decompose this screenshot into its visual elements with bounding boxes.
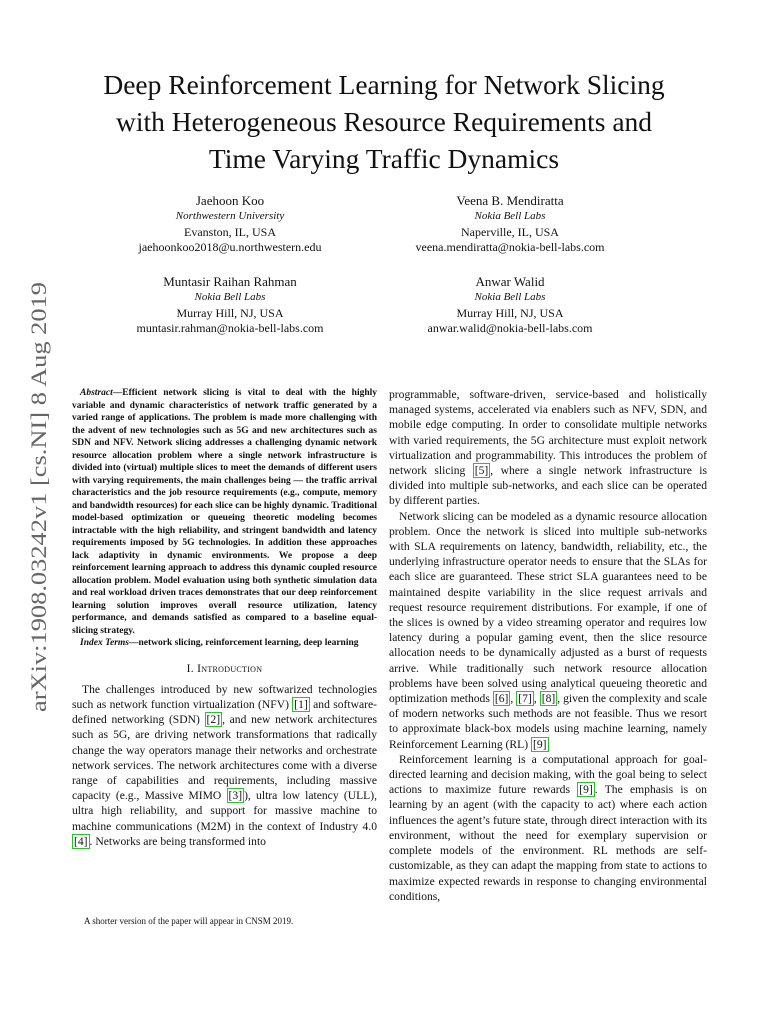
author-location: Naperville, IL, USA bbox=[461, 224, 559, 239]
author-email: muntasir.rahman@nokia-bell-labs.com bbox=[136, 321, 324, 335]
abstract-label: Abstract bbox=[80, 388, 113, 398]
body-text: Reinforcement learning is a computational approach for goal-directed learning and decision making, with the goal being to select actions to maximize future rewards bbox=[389, 752, 707, 797]
abstract-text: —Efficient network slicing is vital to deal with the highly variable and dynamic characteristics of network traffic generated by a varied range of applications. The problem is made more challenging with the advent of new technologies such as 5G and new architectures such as SDN and NFV. Network slicing addresses a challenging dynamic network resource allocation problem where a single network infrastructure is divided into (virtual) multiple slices to meet the demands of different users with varying requirements, the main challenges being — the traffic arrival characteristics and the job resource requirements (e.g., compute, memory and bandwidth resources) for each slice can be highly dynamic. Traditional model-based optimization or queueing theoretic modeling becomes intractable with the high reliability, and stringent bandwidth and latency requirements imposed by 5G technologies. In addition these approaches lack adaptivity in dynamic environments. We propose a deep reinforcement learning approach to address this dynamic coupled resource allocation problem. Model evaluation using both synthetic simulation data and real workload driven traces demonstrates that our deep reinforcement learning solution improves overall resource utilization, latency performance, and demands satisfied as compared to a baseline equal-slicing strategy. bbox=[72, 388, 377, 636]
author-email: anwar.walid@nokia-bell-labs.com bbox=[427, 321, 593, 335]
paper-title bbox=[60, 66, 708, 177]
body-text: The challenges introduced by new softwarized technologies such as network function virtualization (NFV) bbox=[72, 682, 377, 711]
body-text: Network slicing can be modeled as a dynamic resource allocation problem. Once the network is sliced into multiple sub-networks with SLA requirements on latency, bandwidth, reliability, etc., the underlying infrastructure operator needs to ensure that the SLAs for each slice are guaranteed. These strict SLA guarantees need to be maintained despite variability in the slice request arrivals and request resource requirement distributions. For example, if one of the slices is owned by a video streaming operator and requires low latency during a popular gaming event, then the slice resource allocation needs to be dynamically adjusted as a burst of requests arrive. While traditionally such network resource allocation problems have been solved using analytical queueing theoretic and optimization methods bbox=[389, 509, 707, 706]
author-affiliation: Nokia Bell Labs bbox=[474, 291, 546, 303]
author-name: Veena B. Mendiratta bbox=[456, 193, 564, 208]
citation-link[interactable]: [9] bbox=[532, 737, 547, 751]
author-block bbox=[80, 273, 380, 337]
citation-link[interactable]: [7] bbox=[518, 692, 532, 706]
arxiv-stamp-text: arXiv:1908.03242v1 [cs.NI] 8 Aug 2019 bbox=[26, 353, 51, 712]
citation-link[interactable]: [9] bbox=[579, 783, 593, 797]
author-name: Anwar Walid bbox=[475, 274, 545, 289]
body-text: , where a single network infrastructure is divided into multiple sub-networks, and each slice can be operated by different parties. bbox=[389, 464, 708, 508]
citation-link[interactable]: [6] bbox=[494, 692, 509, 706]
body-text: , bbox=[533, 692, 540, 706]
title-line: with Heterogeneous Resource Requirements and bbox=[115, 106, 653, 137]
author-email: jaehoonkoo2018@u.northwestern.edu bbox=[138, 240, 322, 254]
citation-link[interactable]: [3] bbox=[228, 789, 243, 803]
body-paragraph bbox=[389, 509, 707, 752]
citation-link[interactable]: [1] bbox=[294, 697, 308, 711]
author-location: Murray Hill, NJ, USA bbox=[456, 305, 564, 320]
body-paragraph bbox=[389, 387, 707, 509]
author-location: Evanston, IL, USA bbox=[184, 224, 276, 239]
footnote: A shorter version of the paper will appear in CNSM 2019. bbox=[84, 916, 294, 926]
body-text: and software-defined networking (SDN) bbox=[72, 697, 377, 727]
right-column bbox=[389, 387, 707, 904]
author-email: veena.mendiratta@nokia-bell-labs.com bbox=[415, 240, 605, 254]
body-text: programmable, software-driven, service-based and holistically managed systems, accelerated via enablers such as NFV, SDN, and mobile edge computing. In order to consolidate multiple networks with varied requirements, the 5G architecture must exploit network virtualization and programmability. This introduces the problem of network slicing bbox=[389, 388, 707, 478]
body-text: . The emphasis is on learning by an agent (with the capacity to act) where each action influences the agent’s future state, through direct interaction with its environment, without the need for exemplary supervision or complete models of the environment. RL methods are self-customizable, as they can adapt the mapping from state to actions to maximize expected rewards in response to changing environmental conditions, bbox=[389, 783, 707, 903]
body-text: . Networks are being transformed into bbox=[89, 834, 266, 848]
author-block bbox=[80, 192, 380, 256]
index-terms-text: —network slicing, reinforcement learning, deep learning bbox=[129, 638, 359, 648]
index-terms bbox=[72, 637, 377, 650]
citation-link[interactable]: [2] bbox=[206, 713, 221, 727]
left-column bbox=[72, 387, 377, 849]
author-affiliation: Nokia Bell Labs bbox=[194, 291, 266, 303]
author-name: Jaehoon Koo bbox=[195, 193, 265, 208]
citation-link[interactable]: [8] bbox=[541, 692, 556, 706]
author-affiliation: Northwestern University bbox=[175, 210, 285, 222]
section-heading: I. Introduction bbox=[186, 662, 263, 675]
author-affiliation: Nokia Bell Labs bbox=[474, 210, 546, 222]
abstract bbox=[72, 387, 377, 637]
body-text: ), ultra low latency (ULL), ultra high reliability, and support for massive machine to machine communications (M2M) in the context of Industry 4.0 bbox=[72, 789, 377, 833]
intro-paragraph bbox=[72, 682, 377, 849]
author-block bbox=[360, 273, 660, 337]
title-line: Deep Reinforcement Learning for Network Slicing bbox=[103, 69, 665, 100]
index-terms-label: Index Terms bbox=[80, 638, 130, 648]
citation-link[interactable]: [4] bbox=[74, 834, 88, 848]
body-paragraph bbox=[389, 752, 707, 904]
author-location: Murray Hill, NJ, USA bbox=[176, 305, 284, 320]
author-name: Muntasir Raihan Rahman bbox=[163, 274, 297, 289]
body-text: , bbox=[510, 692, 517, 706]
citation-link[interactable]: [5] bbox=[474, 464, 489, 478]
arxiv-stamp bbox=[16, 280, 58, 720]
title-line: Time Varying Traffic Dynamics bbox=[208, 143, 560, 174]
body-text: , and new network architectures such as 5G, are driving network transformations that radically change the way operators manage their networks and orchestrate network services. The network architectures come with a diverse range of capabilities and requirements, including massive capacity (e.g., Massive MIMO bbox=[72, 713, 377, 803]
author-block bbox=[360, 192, 660, 256]
body-text: , given the complexity and scale of modern networks such methods are not feasible. Thus we resort to approximate black-box models using machine learning, namely Reinforcement Learning (RL) bbox=[389, 692, 708, 751]
